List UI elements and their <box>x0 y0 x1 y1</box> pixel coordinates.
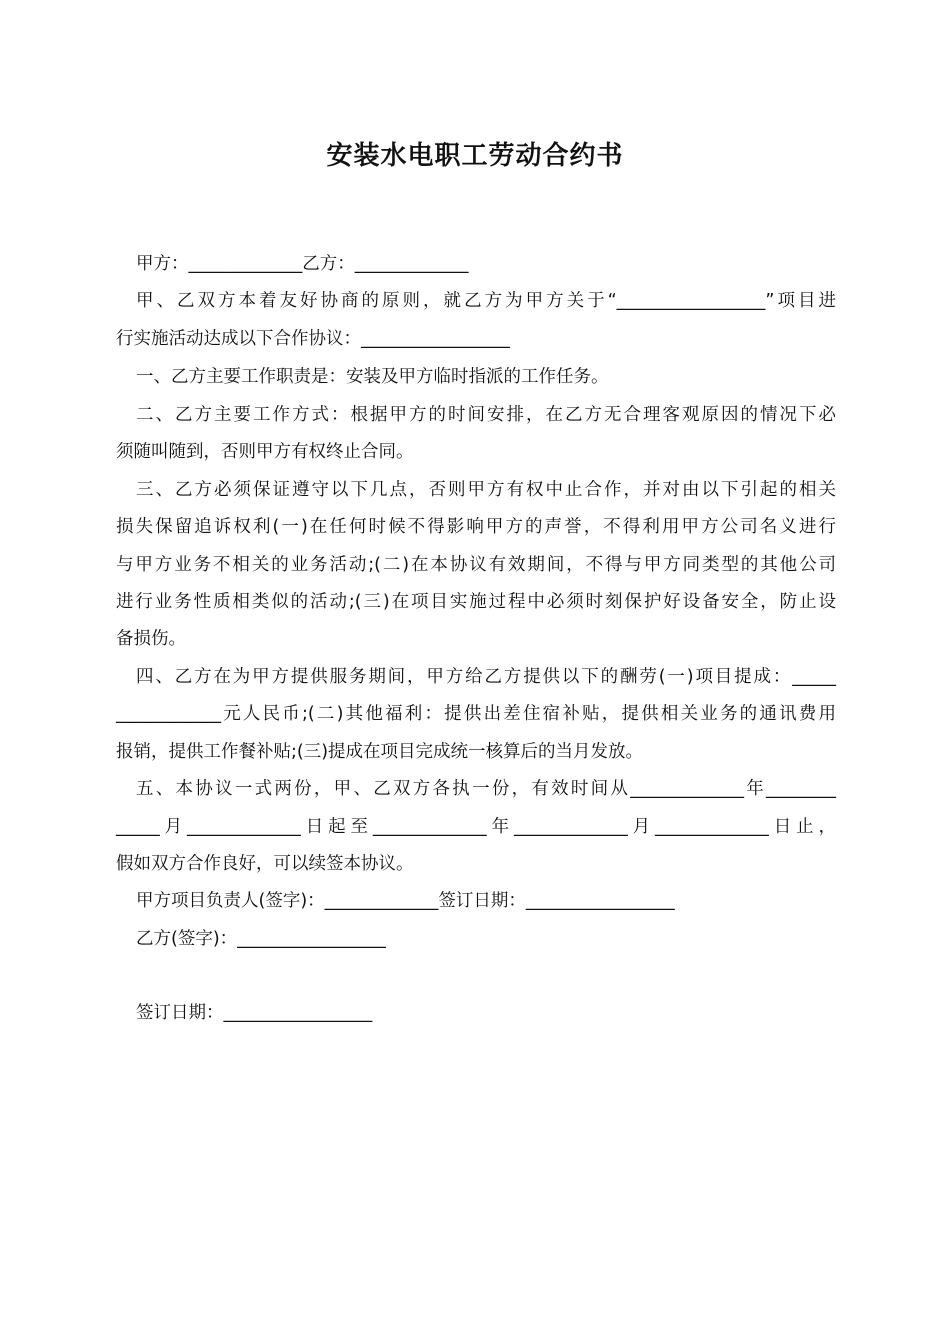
party-line: 甲方：_____________乙方：_____________ <box>136 254 469 274</box>
preamble-line-2: 行实施活动达成以下合作协议：_________________ <box>116 329 510 349</box>
signing-date: 签订日期：_________________ <box>136 1003 373 1023</box>
clause-5-line-1: 五、本协议一式两份，甲、乙双方各执一份，有效时间从_____________年________ <box>136 779 836 799</box>
clause-2-line-1: 二、乙方主要工作方式：根据甲方的时间安排，在乙方无合理客观原因的情况下必 <box>136 405 836 425</box>
clause-5-line-3: 假如双方合作良好，可以续签本协议。 <box>116 854 414 874</box>
clause-5-line-2: _____月_____________日起至_____________年_____________月_____________日止， <box>116 817 836 837</box>
clause-1: 一、乙方主要工作职责是：安装及甲方临时指派的工作任务。 <box>136 367 609 387</box>
clause-3-line-1: 三、乙方必须保证遵守以下几点，否则甲方有权中止合作，并对由以下引起的相关 <box>136 480 836 500</box>
contract-title: 安装水电职工劳动合约书 <box>326 141 624 171</box>
clause-4-line-3: 报销，提供工作餐补贴;(三)提成在项目完成统一核算后的当月发放。 <box>116 742 644 762</box>
preamble-line-1: 甲、乙双方本着友好协商的原则，就乙方为甲方关于“_________________”项目进 <box>136 291 836 311</box>
clause-3-line-2: 损失保留追诉权利(一)在任何时候不得影响甲方的声誉，不得利用甲方公司名义进行 <box>116 517 836 537</box>
clause-2-line-2: 须随叫随到，否则甲方有权终止合同。 <box>116 442 414 462</box>
clause-4-line-1: 四、乙方在为甲方提供服务期间，甲方给乙方提供以下的酬劳(一)项目提成：_____ <box>136 667 836 687</box>
party-b-signature: 乙方(签字)：_________________ <box>136 929 386 949</box>
clause-3-line-5: 备损伤。 <box>116 629 186 649</box>
party-a-signature: 甲方项目负责人(签字)：_____________签订日期：_________________ <box>136 891 675 911</box>
clause-3-line-3: 与甲方业务不相关的业务活动;(二)在本协议有效期间，不得与甲方同类型的其他公司 <box>116 555 836 575</box>
clause-4-line-2: ____________元人民币;(二)其他福利：提供出差住宿补贴，提供相关业务的通讯费用 <box>116 704 836 724</box>
clause-3-line-4: 进行业务性质相类似的活动;(三)在项目实施过程中必须时刻保护好设备安全，防止设 <box>116 592 836 612</box>
